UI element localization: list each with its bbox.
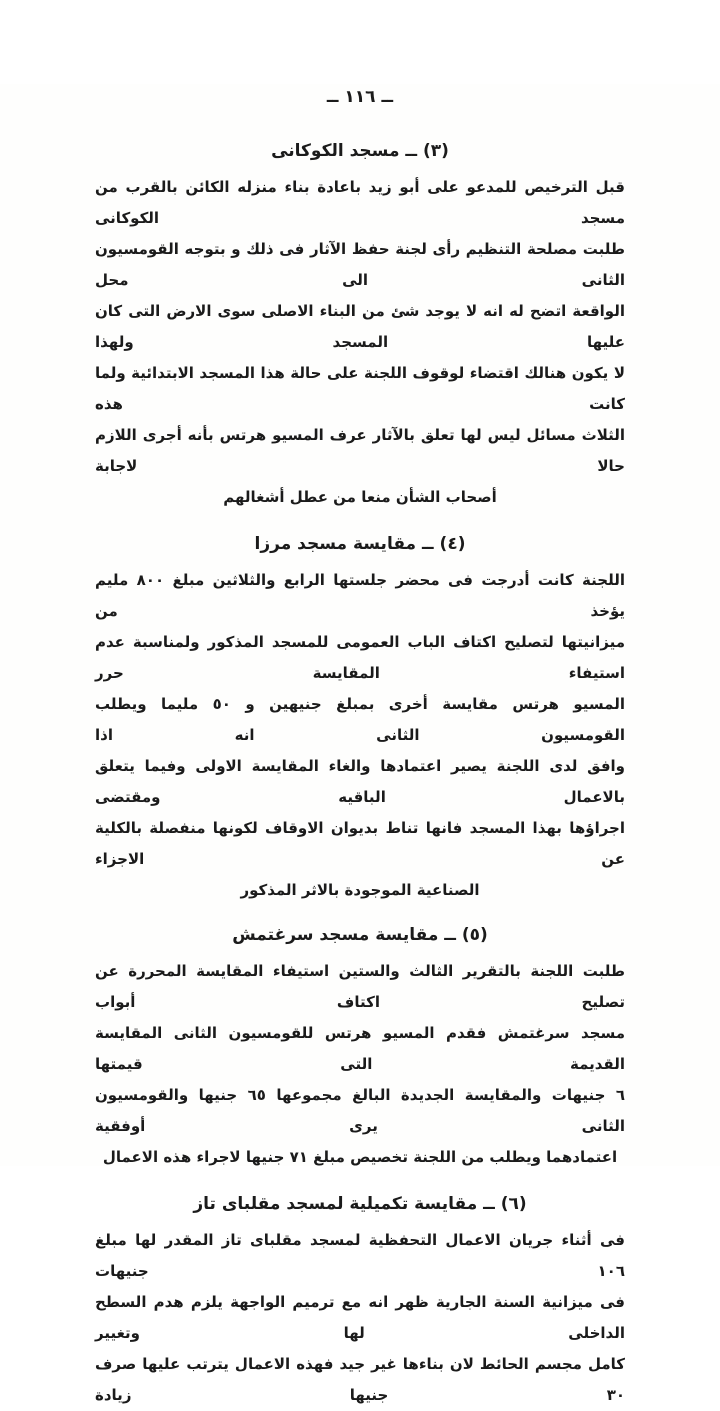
text-line: الواقعة اتضح له انه لا يوجد شئ من البناء الاصلى سوى الارض التى كان عليها المسجد ولهذا [95,302,625,351]
section-paragraph-6 [95,1225,625,1411]
text-line: كامل مجسم الحائط لان بناءها غير جيد فهذه الاعمال يترتب عليها صرف ٣٠ جنيها زيادة [95,1355,625,1404]
text-line-last: الصناعية الموجودة بالاثر المذكور [240,881,480,899]
text-line: طلبت اللجنة بالتقرير الثالث والستين استيفاء المقايسة المحررة عن تصليح اكتاف أبواب [95,962,625,1011]
section-heading-5: (٥) ــ مقايسة مسجد سرغتمش [232,925,488,945]
text-line: فى أثناء جريان الاعمال التحفظية لمسجد مقلباى تاز المقدر لها مبلغ ١٠٦ جنيهات [95,1231,625,1280]
page-content [0,84,720,1411]
text-line: مسجد سرغتمش فقدم المسيو هرتس للقومسيون الثانى المقايسة القديمة التى قيمتها [95,1024,625,1073]
section-paragraph-4 [95,565,625,906]
text-line: لا يكون هنالك اقتضاء لوقوف اللجنة على حالة هذا المسجد الابتدائية ولما كانت هذه [95,364,625,413]
scanned-book-page [0,84,720,1404]
text-line: طلبت مصلحة التنظيم رأى لجنة حفظ الآثار فى ذلك و بتوجه القومسيون الثانى الى محل [95,240,625,289]
section-heading-4: (٤) ــ مقايسة مسجد مرزا [254,534,466,554]
section-heading-3: (٣) ــ مسجد الكوكانى [271,141,449,161]
text-line: فى ميزانية السنة الجارية ظهر انه مع ترميم الواجهة يلزم هدم السطح الداخلى لها وتغيير [95,1293,625,1342]
text-line: الثلاث مسائل ليس لها تعلق بالآثار عرف المسيو هرتس بأنه أجرى اللازم حالا لاجابة [95,426,625,475]
text-line: ٦ جنيهات والمقايسة الجديدة البالغ مجموعها ٦٥ جنيها والقومسيون الثانى يرى أوفقية [95,1086,625,1135]
section-heading-6: (٦) ــ مقايسة تكميلية لمسجد مقلباى تاز [193,1194,527,1214]
text-line: المسيو هرتس مقايسة أخرى بمبلغ جنيهين و ٥٠ مليما ويطلب القومسيون الثانى انه اذا [95,695,625,744]
section-paragraph-3 [95,172,625,513]
text-line: اللجنة كانت أدرجت فى محضر جلستها الرابع والثلاثين مبلغ ٨٠٠ مليم يؤخذ من [95,571,625,620]
section-paragraph-5 [95,956,625,1173]
text-line: ميزانيتها لتصليح اكتاف الباب العمومى للمسجد المذكور ولمناسبة عدم استيفاء المقايسة حرر [95,633,625,682]
text-line-last: اعتمادهما ويطلب من اللجنة تخصيص مبلغ ٧١ جنيها لاجراء هذه الاعمال [102,1148,618,1166]
text-line-last: أصحاب الشأن منعا من عطل أشغالهم [223,488,497,506]
text-line: قبل الترخيص للمدعو على أبو زيد باعادة بناء منزله الكائن بالقرب من مسجد الكوكانى [95,178,625,227]
page-number: ــ ١١٦ ــ [326,87,394,107]
text-line: اجراؤها بهذا المسجد فانها تناط بديوان الاوقاف لكونها منفصلة بالكلية عن الاجزاء [95,819,625,868]
text-line: وافق لدى اللجنة يصير اعتمادها والغاء المقايسة الاولى وفيما يتعلق بالاعمال الباقيه ومقتضى [95,757,625,806]
